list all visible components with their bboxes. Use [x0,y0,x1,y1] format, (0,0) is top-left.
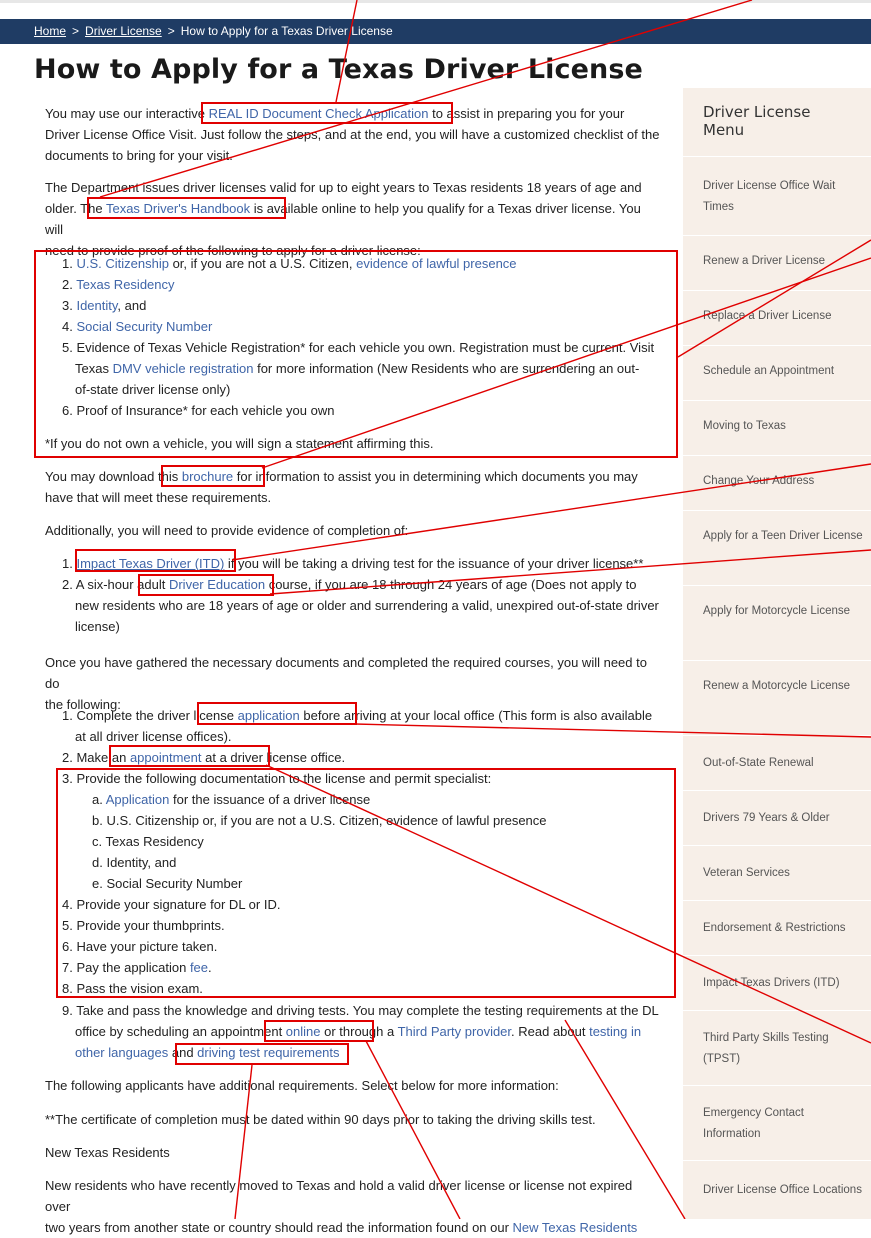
texas-residency-link[interactable]: Texas Residency [76,277,175,292]
list-letter: e. [92,876,103,891]
text: older. The [45,201,106,216]
sidebar-item-emergency-contact[interactable]: Emergency Contact Information [703,1107,804,1140]
driver-education-link[interactable]: Driver Education [168,577,266,592]
text: Provide your thumbprints. [76,918,225,933]
list-number: 6. [62,939,73,954]
sidebar-item-veteran[interactable]: Veteran Services [703,867,790,879]
sub-list-item [92,873,662,894]
sub-list-item [92,831,662,852]
following-text: The following applicants have additional requirements. Select below for more information: [45,1078,559,1093]
text: Texas Residency [105,834,204,849]
list-number: 2. [62,750,73,765]
application-link[interactable]: Application [105,792,170,807]
new-residents-heading: New Texas Residents [45,1145,170,1160]
sidebar-item-tpst[interactable]: Third Party Skills Testing (TPST) [703,1032,829,1065]
text: for the issuance of a driver license [169,792,371,807]
divider [683,660,871,661]
text: two years from another state or country should read the information found on our [45,1220,513,1235]
list-number: 4. [62,319,73,334]
text: Complete the driver license [76,708,238,723]
sidebar-menu [683,88,871,1219]
list-item [62,316,662,337]
list-number: 3. [62,771,73,786]
list-item [62,894,662,915]
list-item [62,768,662,789]
text: The Department issues driver licenses valid for up to eight years to Texas residents 18 years of age and [45,180,642,195]
text: . [208,960,212,975]
text: the following: [45,697,121,712]
list-item [62,957,662,978]
breadcrumb-driver-license-link[interactable]: Driver License [85,24,162,38]
sidebar-item-out-of-state[interactable]: Out-of-State Renewal [703,757,814,769]
divider [683,735,871,736]
sidebar-item-moving[interactable]: Moving to Texas [703,420,786,432]
driving-test-requirements-link[interactable]: driving test requirements [197,1045,340,1060]
divider [683,1085,871,1086]
us-citizenship-link[interactable]: U.S. Citizenship [76,256,169,271]
text: or through a [320,1024,398,1039]
list-item-continued [75,595,665,637]
text: documents to bring for your visit. [45,148,233,163]
divider [683,290,871,291]
text: for information to assist you in determining which documents you may [233,469,638,484]
breadcrumb-separator: > [167,24,175,38]
sidebar-item-renew-motorcycle[interactable]: Renew a Motorcycle License [703,680,851,692]
list-number: 9. [62,1003,73,1018]
text: office by scheduling an appointment [75,1024,286,1039]
list-number: 8. [62,981,73,996]
list-item [62,274,662,295]
sub-list-item [92,810,662,831]
text: at a driver license office. [201,750,346,765]
intro-paragraph [45,103,660,166]
lawful-presence-link[interactable]: evidence of lawful presence [356,256,517,271]
third-party-provider-link[interactable]: Third Party provider [397,1024,512,1039]
text: New residents who have recently moved to Texas and hold a valid driver license or license not expired over [45,1178,633,1214]
text: new residents who are 18 years of age or older and surrendering a valid, unexpired out-of-state driver [75,598,659,613]
list-item [62,553,662,574]
divider [683,900,871,901]
divider [683,156,871,157]
page-title: How to Apply for a Texas Driver License [34,54,643,85]
text: , and [117,298,147,313]
text: license) [75,619,120,634]
additionally-text: Additionally, you will need to provide evidence of completion of: [45,523,409,538]
divider [683,510,871,511]
text: Have your picture taken. [76,939,218,954]
sidebar-item-wait-times[interactable]: Driver License Office Wait Times [703,180,836,213]
list-number: 5. [62,340,73,355]
list-number: 4. [62,897,73,912]
divider [683,1160,871,1161]
text: Evidence of Texas Vehicle Registration* for each vehicle you own. Registration must be current. Visit [76,340,655,355]
brochure-paragraph [45,466,660,508]
list-letter: d. [92,855,103,870]
list-number: 2. [62,577,73,592]
list-letter: b. [92,813,103,828]
list-item [62,915,662,936]
testing-languages-link-cont[interactable]: other languages [75,1045,169,1060]
realid-check-link[interactable]: REAL ID Document Check Application [208,106,429,121]
handbook-paragraph [45,177,660,261]
sidebar-item-motorcycle[interactable]: Apply for Motorcycle License [703,605,851,617]
breadcrumb-separator: > [72,24,80,38]
list-number: 5. [62,918,73,933]
text: have that will meet these requirements. [45,490,272,505]
text: of-state driver license only) [75,382,231,397]
divider [683,1010,871,1011]
list-item [62,295,662,316]
list-number: 1. [62,708,73,723]
new-residents-paragraph [45,1175,660,1238]
sidebar-item-endorsement[interactable]: Endorsement & Restrictions [703,922,846,934]
brochure-link[interactable]: brochure [181,469,234,484]
text: . Read about [511,1024,590,1039]
text: Take and pass the knowledge and driving tests. You may complete the testing requirements at the DL [76,1003,659,1018]
divider [683,585,871,586]
ssn-link[interactable]: Social Security Number [76,319,213,334]
text: is available online to help you qualify for a Texas driver license. You will [45,201,641,237]
sidebar-item-79-years[interactable]: Drivers 79 Years & Older [703,812,830,824]
testing-languages-link[interactable]: testing in [589,1024,642,1039]
identity-link[interactable]: Identity [76,298,118,313]
list-item [62,253,662,274]
list-item [62,1000,662,1021]
new-texas-residents-link[interactable]: New Texas Residents [512,1220,638,1235]
text: for more information (New Residents who are surrendering an out- [253,361,640,376]
text: Identity, and [106,855,177,870]
sidebar-item-renew[interactable]: Renew a Driver License [703,255,826,267]
text: U.S. Citizenship or, if you are not a U.S. Citizen, evidence of lawful presence [106,813,547,828]
list-item-continued [75,1021,665,1063]
text: Provide your signature for DL or ID. [76,897,281,912]
text: to assist in preparing you for your [428,106,625,121]
divider [683,235,871,236]
text: Pass the vision exam. [76,981,203,996]
list-letter: c. [92,834,103,849]
online-link[interactable]: online [285,1024,321,1039]
divider [683,345,871,346]
list-number: 3. [62,298,73,313]
list-item-continued: at all driver license offices). [75,729,232,744]
sidebar-item-teen-driver[interactable]: Apply for a Teen Driver License [703,530,863,542]
sidebar-item-replace[interactable]: Replace a Driver License [703,310,832,322]
list-item [62,337,662,358]
divider [683,400,871,401]
text: if you will be taking a driving test for the issuance of your driver license** [224,556,644,571]
list-number: 7. [62,960,73,975]
text: Proof of Insurance* for each vehicle you own [76,403,335,418]
breadcrumb-home-link[interactable]: Home [34,24,67,38]
list-number: 1. [62,256,73,271]
vehicle-note: *If you do not own a vehicle, you will sign a statement affirming this. [45,436,434,451]
text: Social Security Number [106,876,243,891]
text: A six-hour adult [75,577,169,592]
text: and [168,1045,198,1060]
appointment-link[interactable]: appointment [129,750,202,765]
drivers-handbook-link[interactable]: Texas Driver's Handbook [105,201,251,216]
fee-link[interactable]: fee [189,960,209,975]
divider [683,955,871,956]
breadcrumb-current: How to Apply for a Texas Driver License [180,24,393,38]
certificate-note: **The certificate of completion must be dated within 90 days prior to taking the driving skills test. [45,1112,596,1127]
sidebar-title: Driver License Menu [703,103,811,139]
list-number: 6. [62,403,73,418]
impact-texas-driver-link[interactable]: Impact Texas Driver (ITD) [76,556,225,571]
text: You may use our interactive [45,106,209,121]
text: or, if you are not a U.S. Citizen, [168,256,357,271]
list-item [62,936,662,957]
list-number: 1. [62,556,73,571]
sidebar-item-office-locations[interactable]: Driver License Office Locations [703,1184,862,1196]
sub-list-item [92,789,662,810]
text: Once you have gathered the necessary documents and completed the required courses, you will need to do [45,655,647,691]
text: Provide the following documentation to the license and permit specialist: [76,771,492,786]
text: course, if you are 18 through 24 years of age (Does not apply to [265,577,637,592]
list-item [62,978,662,999]
list-item-continued [75,358,665,400]
list-item [62,747,662,768]
divider [683,845,871,846]
sidebar-item-schedule[interactable]: Schedule an Appointment [703,365,835,377]
list-item [62,705,662,726]
list-item [62,400,662,421]
text: Make an [76,750,130,765]
list-letter: a. [92,792,103,807]
license-application-link[interactable]: application [237,708,300,723]
divider [683,790,871,791]
sidebar-item-change-address[interactable]: Change Your Address [703,475,815,487]
sidebar-item-itd[interactable]: Impact Texas Drivers (ITD) [703,977,840,989]
text: Pay the application [76,960,190,975]
sub-list-item [92,852,662,873]
text: before arriving at your local office (This form is also available [299,708,653,723]
text: Driver License Office Visit. Just follow the steps, and at the end, you will have a customized checklist of the [45,127,660,142]
dmv-registration-link[interactable]: DMV vehicle registration [112,361,254,376]
text: need to provide proof of the following to apply for a driver license: [45,243,421,258]
text: Texas [75,361,113,376]
text: You may download this [45,469,182,484]
divider [683,455,871,456]
list-item [62,574,662,595]
list-number: 2. [62,277,73,292]
